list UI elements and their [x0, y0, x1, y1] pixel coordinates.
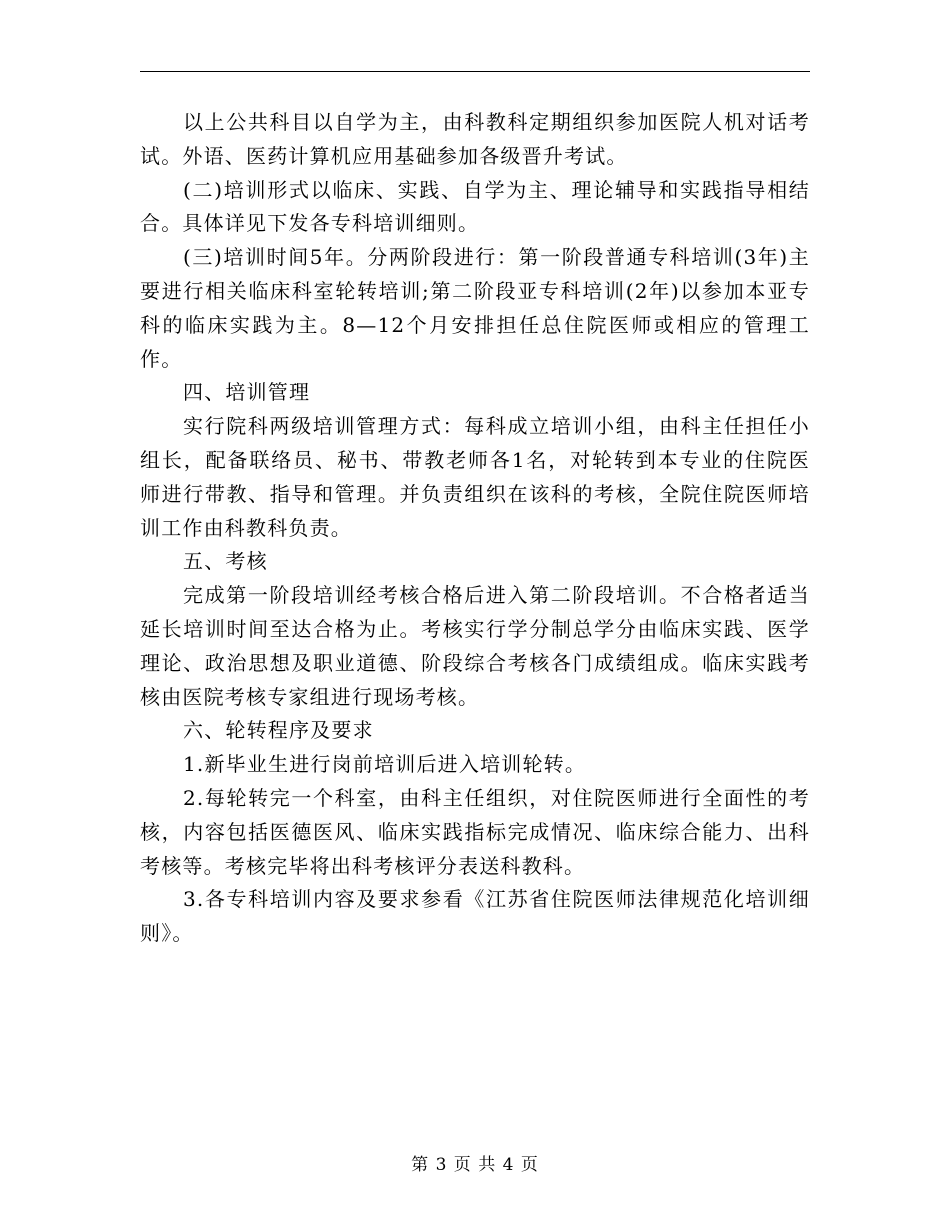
heading-assessment: 五、考核 — [183, 549, 268, 574]
para-rotation-item-2: 2.每轮转完一个科室，由科主任组织，对住院医师进行全面性的考核，内容包括医德医风、临床实践指标完成情况、临床综合能力、出科考核等。考核完毕将出科考核评分表送科教科。 — [140, 785, 810, 878]
header-rule — [140, 71, 810, 72]
para-training-duration: (三)培训时间5年。分两阶段进行：第一阶段普通专科培训(3年)主要进行相关临床科室轮转培训;第二阶段亚专科培训(2年)以参加本亚专科的临床实践为主。8—12个月安排担任总住院医师或相应的管理工作。 — [140, 245, 810, 371]
heading-training-management: 四、培训管理 — [183, 380, 311, 405]
page-number-footer: 第 3 页 共 4 页 — [411, 1155, 539, 1175]
para-public-subjects: 以上公共科目以自学为主，由科教科定期组织参加医院人机对话考试。外语、医药计算机应用基础参加各级晋升考试。 — [140, 110, 810, 168]
document-body — [140, 106, 810, 951]
para-assessment: 完成第一阶段培训经考核合格后进入第二阶段培训。不合格者适当延长培训时间至达合格为止。考核实行学分制总学分由临床实践、医学理论、政治思想及职业道德、阶段综合考核各门成绩组成。临床实践考核由医院考核专家组进行现场考核。 — [140, 583, 810, 709]
para-rotation-item-3: 3.各专科培训内容及要求参看《江苏省住院医师法律规范化培训细则》。 — [140, 887, 810, 946]
para-training-management: 实行院科两级培训管理方式：每科成立培训小组，由科主任担任小组长，配备联络员、秘书、带教老师各1名，对轮转到本专业的住院医师进行带教、指导和管理。并负责组织在该科的考核，全院住院医师培训工作由科教科负责。 — [140, 414, 810, 540]
para-training-form: (二)培训形式以临床、实践、自学为主、理论辅导和实践指导相结合。具体详见下发各专科培训细则。 — [140, 177, 810, 236]
heading-rotation: 六、轮转程序及要求 — [183, 718, 374, 743]
para-rotation-item-1: 1.新毕业生进行岗前培训后进入培训轮转。 — [183, 752, 587, 777]
